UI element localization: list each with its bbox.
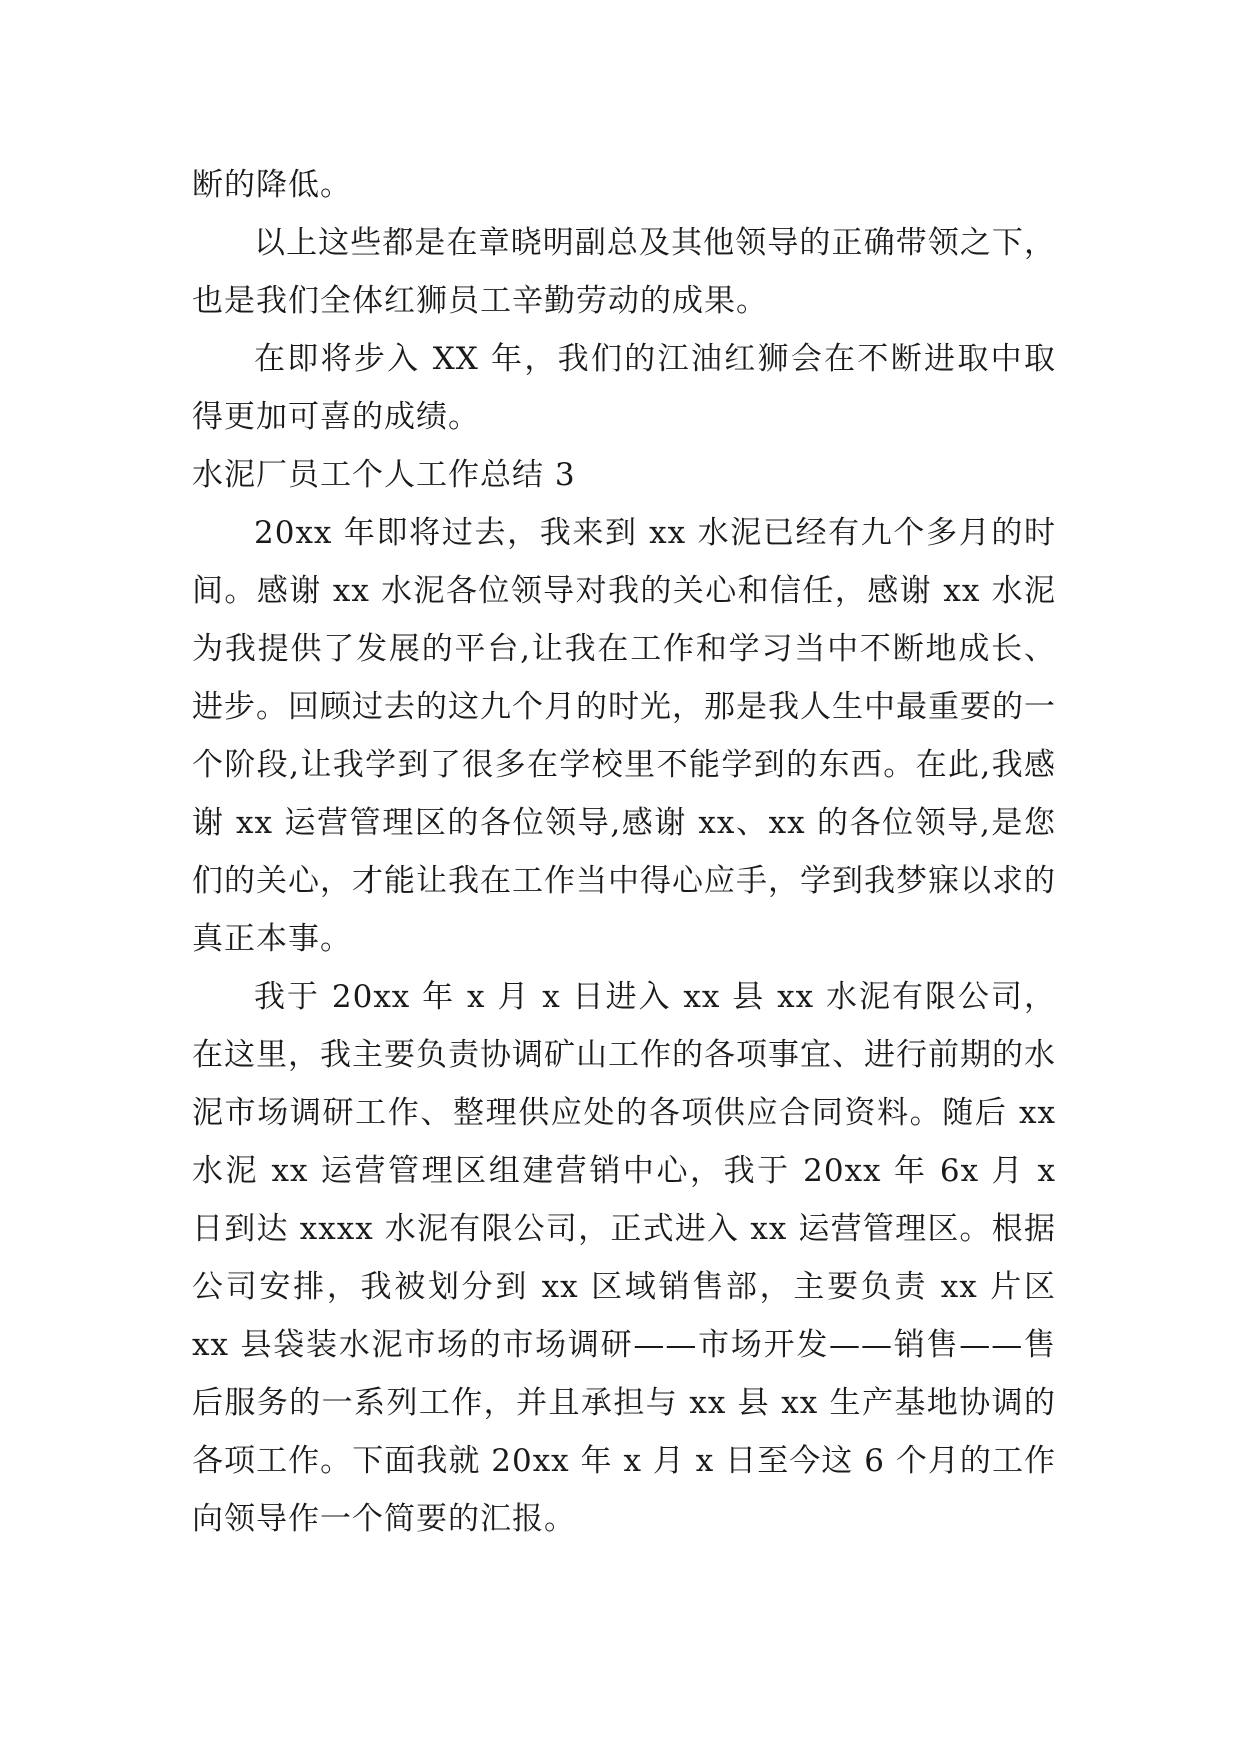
paragraph-future-outlook: 在即将步入 XX 年，我们的江油红狮会在不断进取中取得更加可喜的成绩。 [192, 341, 1056, 435]
paragraph-introduction: 20xx 年即将过去，我来到 xx 水泥已经有九个多月的时间。感谢 xx 水泥各位领导对我的关心和信任，感谢 xx 水泥为我提供了发展的平台,让我在工作和学习当中不断地成长、进步。回顾过去的这九个月的时光，那是我人生中最重要的一个阶段,让我学到了很多在学校里不能学到的东西。在此,我感谢 xx 运营管理区的各位领导,感谢 xx、xx 的各位领导,是您们的关心，才能让我在工作当中得心应手，学到我梦寐以求的真正本事。 [192, 515, 1056, 957]
section-heading: 水泥厂员工个人工作总结 3 [192, 457, 576, 493]
paragraph-continuation: 断的降低。 [192, 167, 352, 203]
paragraph-leadership-achievements: 以上这些都是在章晓明副总及其他领导的正确带领之下，也是我们全体红狮员工辛勤劳动的成果。 [192, 225, 1056, 319]
paragraph-work-history: 我于 20xx 年 x 月 x 日进入 xx 县 xx 水泥有限公司，在这里，我主要负责协调矿山工作的各项事宜、进行前期的水泥市场调研工作、整理供应处的各项供应合同资料。随后 xx 水泥 xx 运营管理区组建营销中心，我于 20xx 年 6x 月 x 日到达 xxxx 水泥有限公司，正式进入 xx 运营管理区。根据公司安排，我被划分到 xx 区域销售部，主要负责 xx 片区 xx 县袋装水泥市场的市场调研——市场开发——销售——售后服务的一系列工作，并且承担与 xx 县 xx 生产基地协调的各项工作。下面我就 20xx 年 x 月 x 日至今这 6 个月的工作向领导作一个简要的汇报。 [192, 979, 1056, 1537]
document-body [192, 156, 1056, 1548]
